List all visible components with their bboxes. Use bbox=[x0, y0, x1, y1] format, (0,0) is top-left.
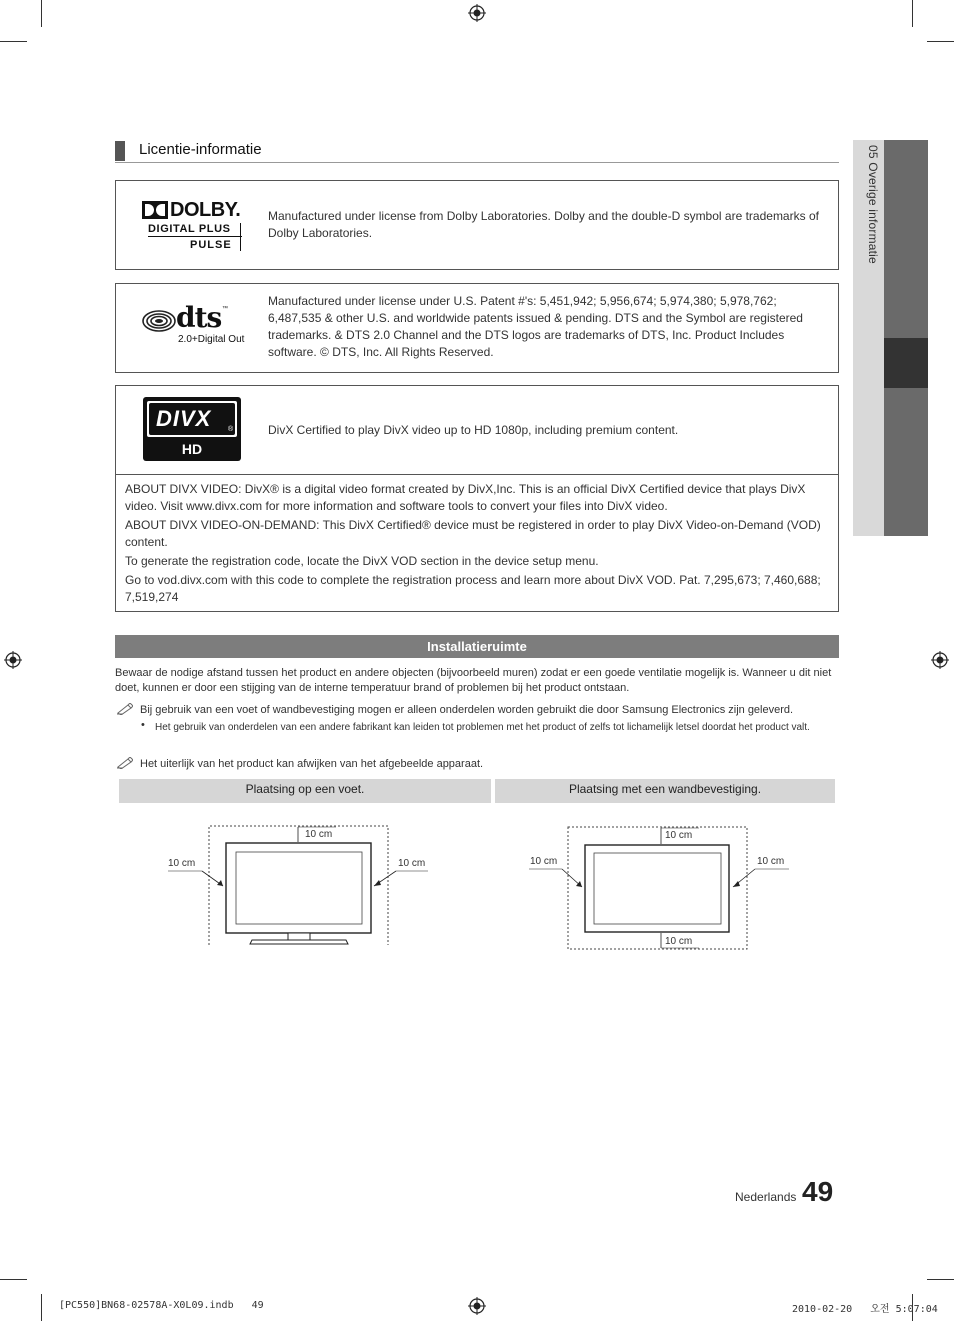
dts-trademark: ™ bbox=[222, 306, 228, 312]
registration-mark-icon bbox=[931, 651, 949, 669]
column-header-wall: Plaatsing met een wandbevestiging. bbox=[495, 779, 835, 803]
crop-mark bbox=[41, 0, 42, 27]
dts-license-text: Manufactured under license under U.S. Patent #'s: 5,451,942; 5,956,674; 5,974,380; 5,978,762; 6,487,535 & other U.S. and worldwide patents issued & pending. DTS and the Symbol are registered trademarks. & DTS 2.0 Channel and the DTS logos are trademarks of DTS, Inc. Product Includes software. © DTS, Inc. All Rights Reserved. bbox=[268, 294, 803, 359]
note-pencil-icon bbox=[117, 757, 133, 769]
dolby-sub-1: DIGITAL PLUS bbox=[148, 223, 242, 237]
stand-left-clearance: 10 cm bbox=[168, 858, 196, 869]
dolby-logo bbox=[142, 199, 242, 253]
wall-left-clearance: 10 cm bbox=[530, 856, 558, 867]
chapter-tab-label: 05 Overige informatie bbox=[866, 145, 880, 264]
bullet-icon: • bbox=[141, 719, 145, 731]
heading-bar bbox=[115, 141, 125, 161]
installation-bullet-1: Het gebruik van onderdelen van een andere fabrikant kan leiden tot problemen met het product of zelfs tot lichamelijk letsel doordat het product valt. bbox=[155, 722, 810, 733]
double-d-icon bbox=[142, 201, 168, 219]
installation-note-1: Bij gebruik van een voet of wandbevestiging mogen er alleen onderdelen worden gebruikt die door Samsung Electronics zijn geleverd. bbox=[140, 704, 794, 716]
heading-rule bbox=[115, 162, 839, 163]
stand-right-clearance: 10 cm bbox=[398, 858, 426, 869]
divx-about-paragraph: ABOUT DIVX VIDEO-ON-DEMAND: This DivX Certified® device must be registered in order to play DivX Video-on-Demand (VOD) content. bbox=[125, 518, 821, 549]
license-box-dolby bbox=[115, 180, 839, 270]
divx-hd: HD bbox=[181, 441, 203, 457]
registration-mark-icon bbox=[4, 651, 22, 669]
note-pencil-icon bbox=[117, 703, 133, 715]
page-number: 49 bbox=[802, 1176, 834, 1207]
license-box-divx bbox=[115, 385, 839, 612]
stand-clearance-diagram bbox=[160, 820, 440, 950]
crop-mark bbox=[41, 1294, 42, 1321]
installation-note-2: Het uiterlijk van het product kan afwijken van het afgebeelde apparaat. bbox=[140, 758, 484, 770]
divx-about-paragraph: To generate the registration code, locate the DivX VOD section in the device setup menu. bbox=[125, 554, 599, 568]
print-date: 2010-02-20 오전 5:07:04 bbox=[792, 1304, 938, 1315]
crop-mark bbox=[927, 41, 954, 42]
page-title: Licentie-informatie bbox=[139, 141, 262, 158]
dts-wordmark: dts bbox=[176, 301, 222, 334]
divx-about-paragraph: ABOUT DIVX VIDEO: DivX® is a digital video format created by DivX,Inc. This is an official DivX Certified device that plays DivX video. Visit www.divx.com for more information and software tools to convert your files into DivX video. bbox=[125, 482, 806, 513]
divx-about-paragraph: Go to vod.divx.com with this code to complete the registration process and learn more about DivX VOD. Pat. 7,295,673; 7,460,688; 7,519,274 bbox=[125, 573, 821, 604]
footer-language: Nederlands bbox=[735, 1190, 797, 1204]
divx-license-text: DivX Certified to play DivX video up to HD 1080p, including premium content. bbox=[268, 423, 679, 437]
wall-right-clearance: 10 cm bbox=[757, 856, 785, 867]
chapter-tab-marker bbox=[884, 338, 928, 388]
dolby-rule bbox=[240, 223, 241, 251]
dts-sub: 2.0+Digital Out bbox=[178, 334, 245, 345]
divx-registered: ® bbox=[228, 426, 234, 433]
divx-wordmark: DIVX bbox=[156, 406, 212, 431]
registration-mark-icon bbox=[468, 4, 486, 22]
wall-top-clearance: 10 cm bbox=[665, 830, 693, 841]
dts-logo bbox=[142, 301, 246, 348]
crop-mark bbox=[0, 1279, 27, 1280]
dts-swirl-icon bbox=[142, 310, 176, 332]
dolby-wordmark: DOLBY. bbox=[170, 199, 241, 221]
dolby-sub-2: PULSE bbox=[190, 239, 232, 251]
crop-mark bbox=[0, 41, 27, 42]
divx-about bbox=[125, 481, 828, 606]
crop-mark bbox=[927, 1279, 954, 1280]
section-header-installation: Installatieruimte bbox=[115, 635, 839, 658]
registration-mark-icon bbox=[468, 1297, 486, 1315]
installation-intro: Bewaar de nodige afstand tussen het product en andere objecten (bijvoorbeeld muren) zodat er een goede ventilatie mogelijk is. Wanneer u dit niet doet, kunnen er door een stijging van de interne temperatuur brand of problemen bij het product ontstaan. bbox=[115, 667, 832, 694]
license-box-dts bbox=[115, 283, 839, 373]
wall-bottom-clearance: 10 cm bbox=[665, 936, 693, 947]
dolby-license-text: Manufactured under license from Dolby Laboratories. Dolby and the double-D symbol are trademarks of Dolby Laboratories. bbox=[268, 209, 819, 240]
column-header-stand: Plaatsing op een voet. bbox=[119, 779, 491, 803]
stand-top-clearance: 10 cm bbox=[305, 829, 333, 840]
crop-mark bbox=[912, 0, 913, 27]
divx-hd-logo bbox=[142, 396, 242, 462]
divx-divider bbox=[116, 474, 838, 475]
print-file-info: [PC550]BN68-02578A-X0L09.indb 49 bbox=[59, 1300, 264, 1311]
